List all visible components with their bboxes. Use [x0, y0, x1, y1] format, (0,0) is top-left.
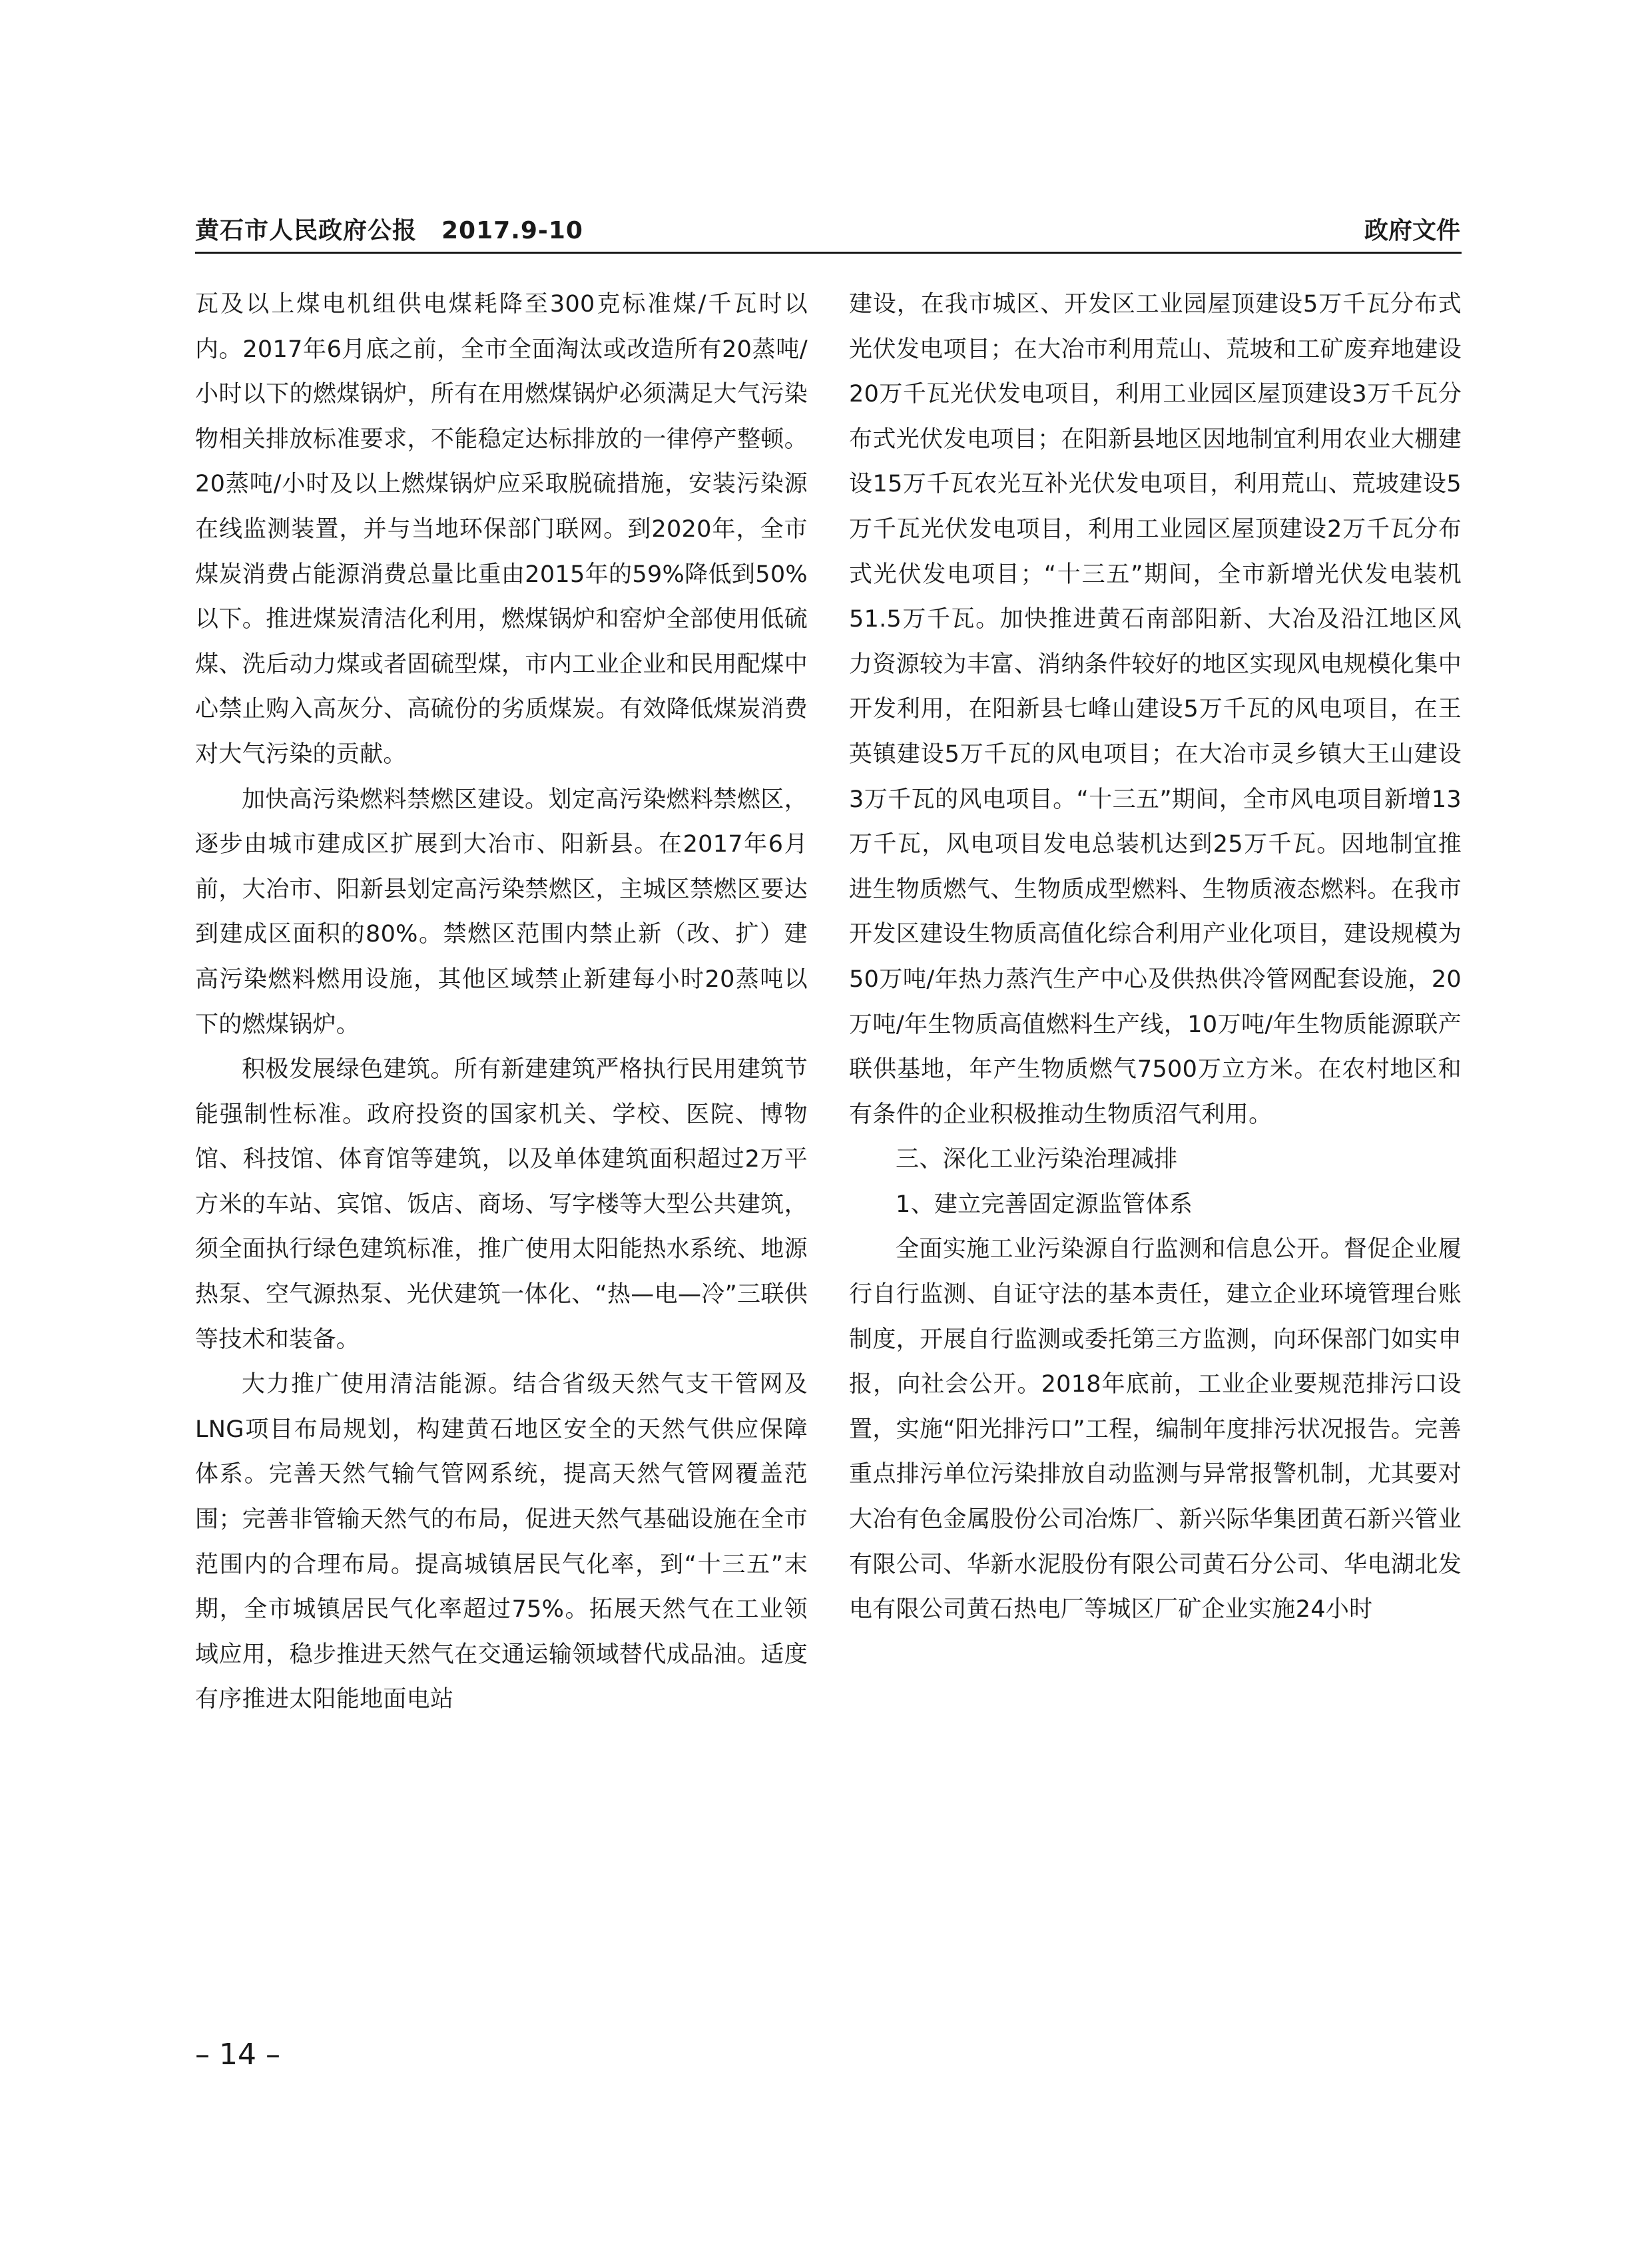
header-rule	[195, 252, 1462, 254]
left-column	[195, 282, 808, 1723]
section-category: 政府文件	[1364, 217, 1460, 244]
paragraph: 全面实施工业污染源自行监测和信息公开。督促企业履行自行监测、自证守法的基本责任，建立企业环境管理台账制度，开展自行监测或委托第三方监测，向环保部门如实申报，向社会公开。2018年底前，工业企业要规范排污口设置，实施“阳光排污口”工程，编制年度排污状况报告。完善重点排污单位污染排放自动监测与异常报警机制，尤其要对大冶有色金属股份公司冶炼厂、新兴际华集团黄石新兴管业有限公司、华新水泥股份有限公司黄石分公司、华电湖北发电有限公司黄石热电厂等城区厂矿企业实施24小时	[849, 1236, 1462, 1623]
paragraph: 积极发展绿色建筑。所有新建建筑严格执行民用建筑节能强制性标准。政府投资的国家机关、学校、医院、博物馆、科技馆、体育馆等建筑，以及单体建筑面积超过2万平方米的车站、宾馆、饭店、商场、写字楼等大型公共建筑，须全面执行绿色建筑标准，推广使用太阳能热水系统、地源热泵、空气源热泵、光伏建筑一体化、“热—电—冷”三联供等技术和装备。	[195, 1056, 808, 1353]
page-number: – 14 –	[195, 2038, 280, 2072]
section-heading: 三、深化工业污染治理减排	[896, 1146, 1178, 1173]
publication-title: 黄石市人民政府公报 2017.9-10	[195, 217, 583, 244]
right-column	[849, 282, 1462, 1633]
paragraph: 大力推广使用清洁能源。结合省级天然气支干管网及LNG项目布局规划，构建黄石地区安全的天然气供应保障体系。完善天然气输气管网系统，提高天然气管网覆盖范围；完善非管输天然气的布局，促进天然气基础设施在全市范围内的合理布局。提高城镇居民气化率，到“十三五”末期，全市城镇居民气化率超过75%。拓展天然气在工业领域应用，稳步推进天然气在交通运输领域替代成品油。适度有序推进太阳能地面电站	[195, 1371, 808, 1713]
paragraph: 加快高污染燃料禁燃区建设。划定高污染燃料禁燃区，逐步由城市建成区扩展到大冶市、阳新县。在2017年6月前，大冶市、阳新县划定高污染禁燃区，主城区禁燃区要达到建成区面积的80%。禁燃区范围内禁止新（改、扩）建高污染燃料燃用设施，其他区域禁止新建每小时20蒸吨以下的燃煤锅炉。	[195, 786, 808, 1038]
paragraph: 瓦及以上煤电机组供电煤耗降至300克标准煤/千瓦时以内。2017年6月底之前，全市全面淘汰或改造所有20蒸吨/小时以下的燃煤锅炉，所有在用燃煤锅炉必须满足大气污染物相关排放标准要求，不能稳定达标排放的一律停产整顿。20蒸吨/小时及以上燃煤锅炉应采取脱硫措施，安装污染源在线监测装置，并与当地环保部门联网。到2020年，全市煤炭消费占能源消费总量比重由2015年的59%降低到50%以下。推进煤炭清洁化利用，燃煤锅炉和窑炉全部使用低硫煤、洗后动力煤或者固硫型煤，市内工业企业和民用配煤中心禁止购入高灰分、高硫份的劣质煤炭。有效降低煤炭消费对大气污染的贡献。	[195, 291, 808, 768]
paragraph: 建设，在我市城区、开发区工业园屋顶建设5万千瓦分布式光伏发电项目；在大冶市利用荒山、荒坡和工矿废弃地建设20万千瓦光伏发电项目，利用工业园区屋顶建设3万千瓦分布式光伏发电项目；在阳新县地区因地制宜利用农业大棚建设15万千瓦农光互补光伏发电项目，利用荒山、荒坡建设5万千瓦光伏发电项目，利用工业园区屋顶建设2万千瓦分布式光伏发电项目；“十三五”期间，全市新增光伏发电装机51.5万千瓦。加快推进黄石南部阳新、大冶及沿江地区风力资源较为丰富、消纳条件较好的地区实现风电规模化集中开发利用，在阳新县七峰山建设5万千瓦的风电项目，在王英镇建设5万千瓦的风电项目；在大冶市灵乡镇大王山建设3万千瓦的风电项目。“十三五”期间，全市风电项目新增13万千瓦，风电项目发电总装机达到25万千瓦。因地制宜推进生物质燃气、生物质成型燃料、生物质液态燃料。在我市开发区建设生物质高值化综合利用产业化项目，建设规模为50万吨/年热力蒸汽生产中心及供热供冷管网配套设施，20万吨/年生物质高值燃料生产线，10万吨/年生物质能源联产联供基地，年产生物质燃气7500万立方米。在农村地区和有条件的企业积极推动生物质沼气利用。	[849, 291, 1462, 1128]
subsection-heading: 1、建立完善固定源监管体系	[896, 1191, 1193, 1218]
